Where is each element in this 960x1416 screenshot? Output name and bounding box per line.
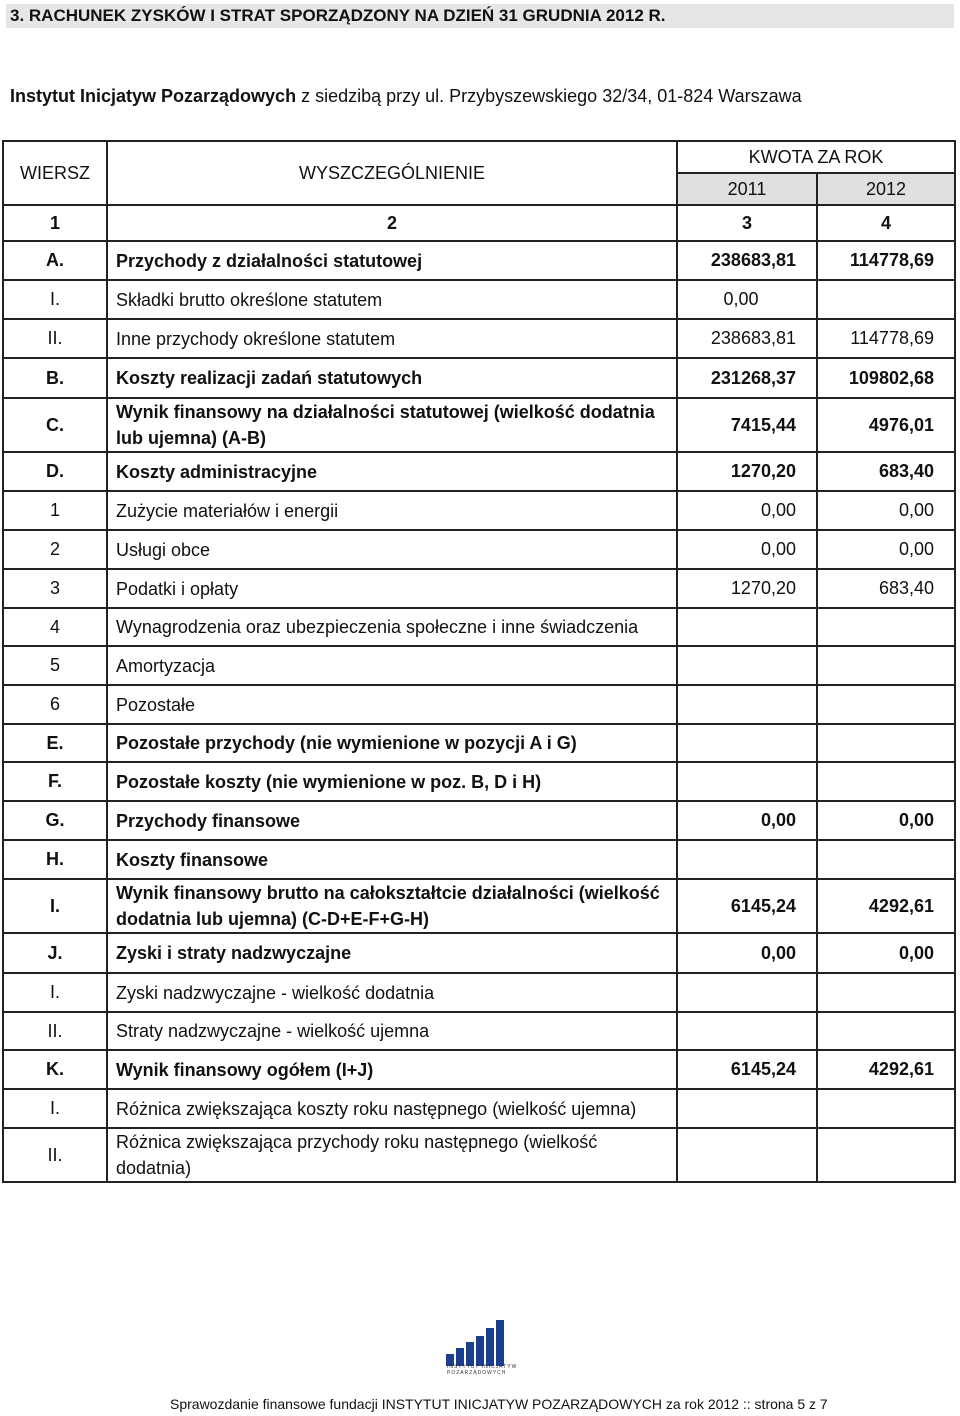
table-row (3, 1089, 955, 1128)
value-2012 (817, 724, 955, 762)
logo-bar (496, 1320, 504, 1366)
value-2012: 114778,69 (817, 319, 955, 358)
row-label: Zużycie materiałów i energii (107, 491, 677, 530)
col-number-1: 1 (3, 205, 107, 241)
value-2012: 683,40 (817, 569, 955, 608)
row-id: J. (3, 933, 107, 973)
value-2012: 0,00 (817, 801, 955, 840)
row-label: Przychody finansowe (107, 801, 677, 840)
col-number-3: 3 (677, 205, 817, 241)
value-2011: 238683,81 (677, 241, 817, 280)
col-number-4: 4 (817, 205, 955, 241)
row-label: Usługi obce (107, 530, 677, 569)
table-row (3, 840, 955, 879)
table-row (3, 685, 955, 724)
row-label: Pozostałe przychody (nie wymienione w pozycji A i G) (107, 724, 677, 762)
value-2012: 109802,68 (817, 358, 955, 398)
row-label: Inne przychody określone statutem (107, 319, 677, 358)
value-2012: 4292,61 (817, 879, 955, 933)
value-2012 (817, 762, 955, 801)
table-row (3, 569, 955, 608)
value-2011 (677, 1128, 817, 1182)
row-id: C. (3, 398, 107, 452)
row-id: H. (3, 840, 107, 879)
row-id: 5 (3, 646, 107, 685)
value-2012 (817, 840, 955, 879)
col-header-row: WIERSZ (3, 141, 107, 205)
row-label: Składki brutto określone statutem (107, 280, 677, 319)
value-2011: 0,00 (677, 280, 817, 319)
table-row (3, 1050, 955, 1089)
value-2012: 4976,01 (817, 398, 955, 452)
row-label: Różnica zwiększająca koszty roku następnego (wielkość ujemna) (107, 1089, 677, 1128)
org-name: Instytut Inicjatyw Pozarządowych (10, 86, 297, 106)
col-header-2012: 2012 (817, 173, 955, 205)
value-2012 (817, 685, 955, 724)
value-2012 (817, 608, 955, 646)
row-label: Pozostałe koszty (nie wymienione w poz. B, D i H) (107, 762, 677, 801)
row-label: Zyski i straty nadzwyczajne (107, 933, 677, 973)
row-label: Pozostałe (107, 685, 677, 724)
row-id: 3 (3, 569, 107, 608)
row-label: Wynik finansowy ogółem (I+J) (107, 1050, 677, 1089)
table-row (3, 358, 955, 398)
table-row (3, 801, 955, 840)
row-id: II. (3, 319, 107, 358)
logo-bar (476, 1336, 484, 1366)
table-row (3, 398, 955, 452)
row-id: I. (3, 1089, 107, 1128)
row-label: Straty nadzwyczajne - wielkość ujemna (107, 1012, 677, 1050)
value-2011 (677, 724, 817, 762)
section-title: 3. RACHUNEK ZYSKÓW I STRAT SPORZĄDZONY NA DZIEŃ 31 GRUDNIA 2012 R. (6, 4, 954, 28)
logo-bar (486, 1328, 494, 1366)
value-2012: 683,40 (817, 452, 955, 491)
table-row (3, 973, 955, 1012)
row-label: Zyski nadzwyczajne - wielkość dodatnia (107, 973, 677, 1012)
row-id: I. (3, 879, 107, 933)
value-2011: 0,00 (677, 933, 817, 973)
row-id: 2 (3, 530, 107, 569)
value-2011: 0,00 (677, 491, 817, 530)
table-row (3, 724, 955, 762)
row-id: II. (3, 1128, 107, 1182)
row-id: B. (3, 358, 107, 398)
row-id: E. (3, 724, 107, 762)
row-label: Wynik finansowy na działalności statutowej (wielkość dodatnia lub ujemna) (A-B) (107, 398, 677, 452)
value-2012: 0,00 (817, 530, 955, 569)
value-2011 (677, 762, 817, 801)
page-footer: Sprawozdanie finansowe fundacji INSTYTUT INICJATYW POZARZĄDOWYCH za rok 2012 :: strona 5 z 7 (170, 1396, 828, 1412)
logo-bar (466, 1342, 474, 1366)
row-id: G. (3, 801, 107, 840)
table-row (3, 646, 955, 685)
row-label: Koszty realizacji zadań statutowych (107, 358, 677, 398)
row-label: Podatki i opłaty (107, 569, 677, 608)
row-id: II. (3, 1012, 107, 1050)
table-row (3, 530, 955, 569)
logo-text: INSTYTUT INICJATYW POZARZĄDOWYCH (447, 1364, 518, 1376)
income-statement-table (2, 140, 956, 1183)
table-row (3, 452, 955, 491)
table-row (3, 933, 955, 973)
value-2011 (677, 973, 817, 1012)
row-label: Różnica zwiększająca przychody roku następnego (wielkość dodatnia) (107, 1128, 677, 1182)
value-2012 (817, 1089, 955, 1128)
value-2011 (677, 646, 817, 685)
col-number-2: 2 (107, 205, 677, 241)
row-label: Amortyzacja (107, 646, 677, 685)
row-id: F. (3, 762, 107, 801)
value-2012 (817, 1012, 955, 1050)
org-address: z siedzibą przy ul. Przybyszewskiego 32/34, 01-824 Warszawa (301, 86, 802, 106)
row-id: I. (3, 280, 107, 319)
value-2011: 0,00 (677, 801, 817, 840)
row-label: Przychody z działalności statutowej (107, 241, 677, 280)
table-row (3, 491, 955, 530)
row-label: Koszty administracyjne (107, 452, 677, 491)
row-id: A. (3, 241, 107, 280)
row-id: 6 (3, 685, 107, 724)
value-2012: 114778,69 (817, 241, 955, 280)
value-2012 (817, 280, 955, 319)
value-2012 (817, 646, 955, 685)
row-id: 1 (3, 491, 107, 530)
row-label: Koszty finansowe (107, 840, 677, 879)
table-row (3, 280, 955, 319)
table-row (3, 241, 955, 280)
row-id: I. (3, 973, 107, 1012)
value-2012: 0,00 (817, 491, 955, 530)
value-2011: 6145,24 (677, 879, 817, 933)
col-header-amount: KWOTA ZA ROK (677, 141, 955, 173)
value-2011 (677, 685, 817, 724)
table-row (3, 762, 955, 801)
value-2011: 231268,37 (677, 358, 817, 398)
value-2012 (817, 973, 955, 1012)
value-2011: 6145,24 (677, 1050, 817, 1089)
value-2011 (677, 1089, 817, 1128)
table-row (3, 879, 955, 933)
col-header-2011: 2011 (677, 173, 817, 205)
value-2011: 0,00 (677, 530, 817, 569)
row-id: D. (3, 452, 107, 491)
row-label: Wynik finansowy brutto na całokształtcie działalności (wielkość dodatnia lub ujemna) (C-D+E-F+G-H) (107, 879, 677, 933)
row-id: K. (3, 1050, 107, 1089)
value-2011: 1270,20 (677, 569, 817, 608)
value-2012: 0,00 (817, 933, 955, 973)
value-2011: 1270,20 (677, 452, 817, 491)
table-row (3, 1128, 955, 1182)
row-id: 4 (3, 608, 107, 646)
value-2011 (677, 840, 817, 879)
value-2012: 4292,61 (817, 1050, 955, 1089)
value-2011: 7415,44 (677, 398, 817, 452)
table-row (3, 608, 955, 646)
value-2011 (677, 1012, 817, 1050)
value-2012 (817, 1128, 955, 1182)
organization-line (10, 86, 802, 107)
table-row (3, 319, 955, 358)
row-label: Wynagrodzenia oraz ubezpieczenia społeczne i inne świadczenia (107, 608, 677, 646)
value-2011: 238683,81 (677, 319, 817, 358)
value-2011 (677, 608, 817, 646)
table-row (3, 1012, 955, 1050)
col-header-desc: WYSZCZEGÓLNIENIE (107, 141, 677, 205)
